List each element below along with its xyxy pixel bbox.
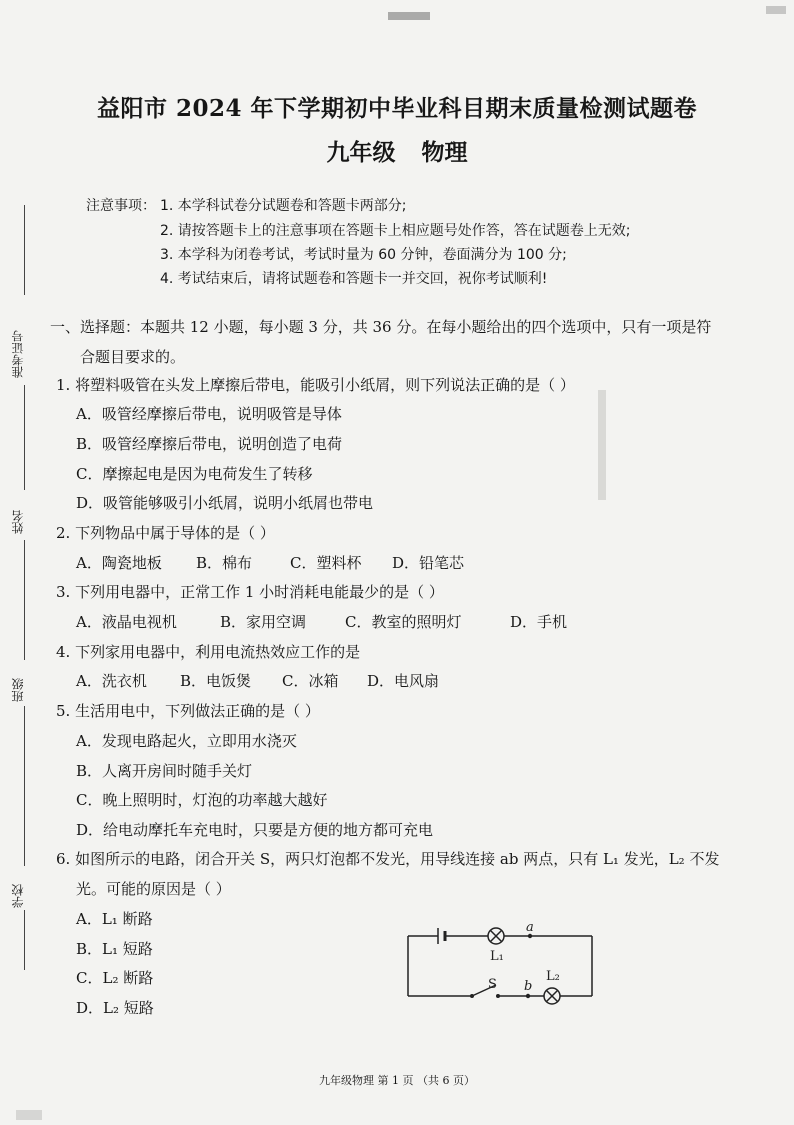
side-label-class: 班级 — [11, 678, 25, 702]
side-label-name: 姓名 — [11, 510, 25, 534]
notice-item: 2. 请按答题卡上的注意事项在答题卡上相应题号处作答，答在试题卷上无效; — [160, 223, 631, 239]
page-subtitle — [0, 134, 794, 167]
question-1-option-d: D．吸管能够吸引小纸屑，说明小纸屑也带电 — [76, 494, 374, 512]
scan-shadow — [598, 390, 606, 500]
question-2-stem: 2. 下列物品中属于导体的是（ ） — [56, 524, 275, 542]
question-3-option-d: D．手机 — [510, 613, 568, 631]
question-1-option-b: B．吸管经摩擦后带电，说明创造了电荷 — [76, 435, 343, 453]
label-a: a — [526, 920, 534, 935]
question-4-option-c: C．冰箱 — [282, 672, 339, 690]
question-1-option-a: A．吸管经摩擦后带电，说明吸管是导体 — [76, 405, 342, 423]
question-2-option-b: B．棉布 — [196, 554, 253, 572]
question-2-option-c: C．塑料杯 — [290, 554, 362, 572]
question-6-stem: 6. 如图所示的电路，闭合开关 S，两只灯泡都不发光，用导线连接 ab 两点，只有 L₁ 发光，L₂ 不发 — [56, 850, 720, 868]
question-5-option-b: B．人离开房间时随手关灯 — [76, 762, 253, 780]
label-l2: L₂ — [546, 969, 560, 984]
question-3-option-c: C．教室的照明灯 — [345, 613, 462, 631]
notice-item: 4. 考试结束后，请将试题卷和答题卡一并交回，祝你考试顺利! — [160, 271, 548, 287]
label-s: S — [488, 977, 497, 992]
notice-label: 注意事项： — [86, 198, 156, 214]
section-heading-cont: 合题目要求的。 — [80, 348, 186, 366]
question-6-option-b: B．L₁ 短路 — [76, 940, 153, 958]
question-3-option-a: A．液晶电视机 — [76, 613, 177, 631]
question-3-stem: 3. 下列用电器中，正常工作 1 小时消耗电能最少的是（ ） — [56, 583, 444, 601]
question-1-stem: 1. 将塑料吸管在头发上摩擦后带电，能吸引小纸屑，则下列说法正确的是（ ） — [56, 376, 575, 394]
scan-mark-corner — [766, 6, 786, 14]
section-heading: 一、选择题：本题共 12 小题，每小题 3 分，共 36 分。在每小题给出的四个选项中，只有一项是符 — [50, 318, 712, 336]
question-5-option-d: D．给电动摩托车充电时，只要是方便的地方都可充电 — [76, 821, 434, 839]
question-4-stem: 4. 下列家用电器中，利用电流热效应工作的是 — [56, 643, 361, 661]
side-line — [24, 540, 25, 660]
scan-mark-top — [388, 12, 430, 20]
side-line — [24, 385, 25, 490]
notice-item: 3. 本学科为闭卷考试，考试时量为 60 分钟，卷面满分为 100 分; — [160, 247, 567, 263]
page-footer: 九年级物理 第 1 页 （共 6 页） — [319, 1074, 475, 1087]
notice-item: 1. 本学科试卷分试题卷和答题卡两部分; — [160, 198, 407, 214]
page-title: 益阳市 2024 年下学期初中毕业科目期末质量检测试题卷 — [96, 95, 698, 122]
switch-pivot — [470, 994, 474, 998]
question-4-option-d: D．电风扇 — [367, 672, 440, 690]
question-6-option-c: C．L₂ 断路 — [76, 969, 154, 987]
question-5-stem: 5. 生活用电中，下列做法正确的是（ ） — [56, 702, 320, 720]
question-6-option-a: A．L₁ 断路 — [76, 910, 153, 928]
question-6-stem-cont: 光。可能的原因是（ ） — [76, 880, 231, 898]
label-l1: L₁ — [490, 949, 504, 964]
question-3-option-b: B．家用空调 — [220, 613, 307, 631]
question-2-option-d: D．铅笔芯 — [392, 554, 465, 572]
question-4-option-a: A．洗衣机 — [76, 672, 147, 690]
subject-label: 物理 — [421, 139, 468, 166]
question-1-option-c: C．摩擦起电是因为电荷发生了转移 — [76, 465, 313, 483]
side-line — [24, 706, 25, 866]
question-5-option-a: A．发现电路起火，立即用水浇灭 — [76, 732, 297, 750]
question-2-option-a: A．陶瓷地板 — [76, 554, 162, 572]
side-label-school: 学校 — [11, 884, 25, 908]
grade-label: 九年级 — [326, 139, 396, 166]
side-label-exam-id: 准考证号 — [11, 330, 25, 378]
question-4-option-b: B．电饭煲 — [180, 672, 252, 690]
side-line — [24, 910, 25, 970]
circuit-diagram — [400, 918, 600, 1018]
scan-mark-corner-bottom — [16, 1110, 42, 1120]
point-b-dot — [526, 994, 530, 998]
label-b: b — [524, 979, 533, 994]
question-5-option-c: C．晚上照明时，灯泡的功率越大越好 — [76, 791, 328, 809]
side-line — [24, 205, 25, 295]
switch-contact — [496, 994, 500, 998]
question-6-option-d: D．L₂ 短路 — [76, 999, 154, 1017]
